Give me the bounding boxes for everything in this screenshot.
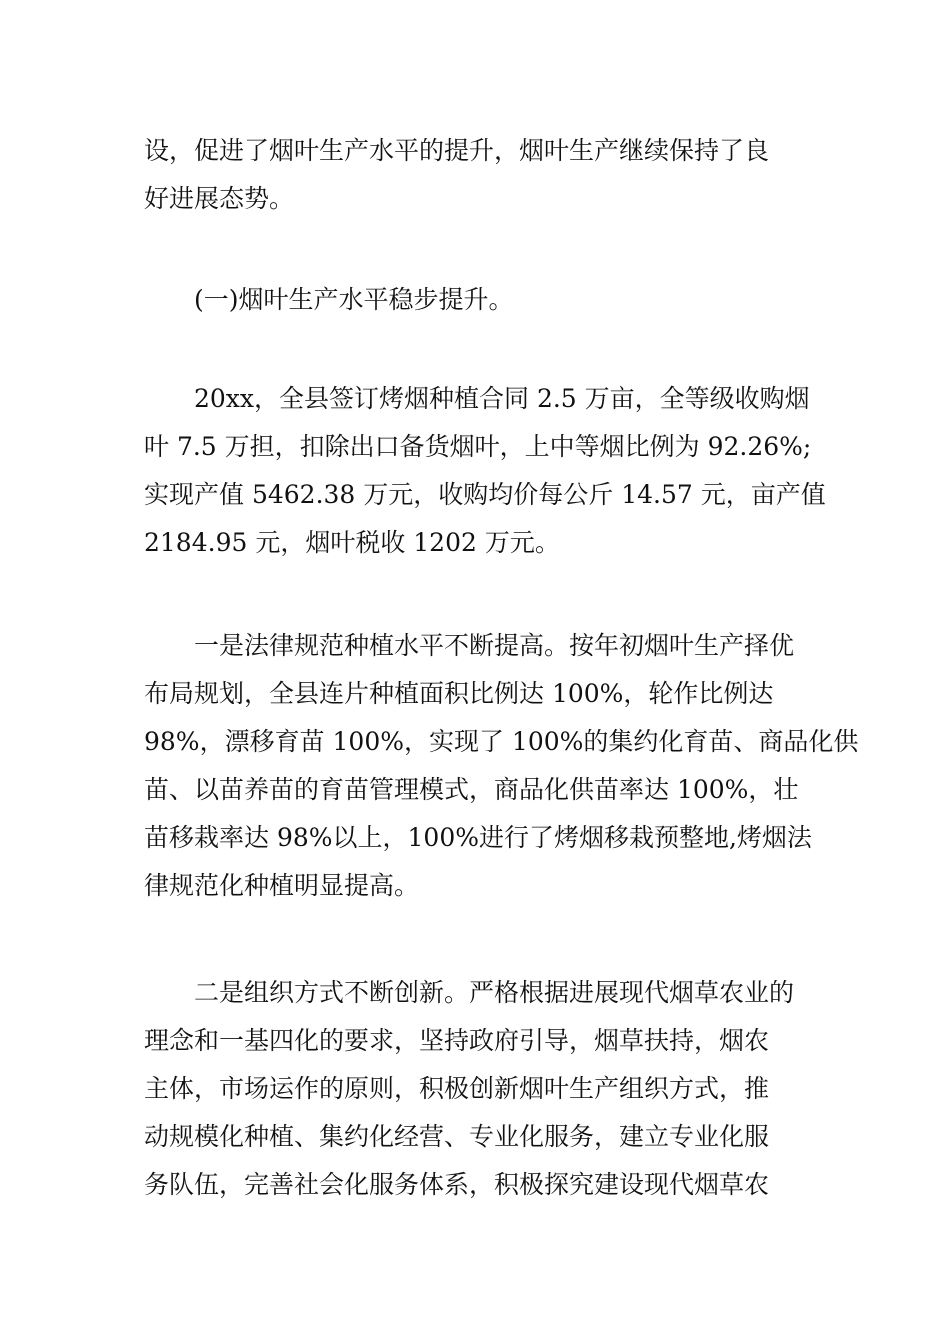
text-line: 律规范化种植明显提高。 bbox=[144, 871, 420, 900]
text-line: 叶 7.5 万担，扣除出口备货烟叶，上中等烟比例为 92.26%; bbox=[144, 432, 812, 461]
text-line: 98%，漂移育苗 100%，实现了 100%的集约化育苗、商品化供 bbox=[144, 727, 859, 756]
section-heading bbox=[144, 276, 808, 324]
text-line: 20xx，全县签订烤烟种植合同 2.5 万亩，全等级收购烟 bbox=[144, 384, 810, 413]
text-line: 主体，市场运作的原则，积极创新烟叶生产组织方式，推 bbox=[144, 1074, 770, 1103]
text-line: 一是法律规范种植水平不断提高。按年初烟叶生产择优 bbox=[144, 631, 795, 660]
text-line: 实现产值 5462.38 万元，收购均价每公斤 14.57 元，亩产值 bbox=[144, 480, 826, 509]
text-line: 务队伍，完善社会化服务体系，积极探究建设现代烟草农 bbox=[144, 1170, 770, 1199]
text-line: 2184.95 元，烟叶税收 1202 万元。 bbox=[144, 528, 560, 557]
text-line: 好进展态势。 bbox=[144, 184, 295, 213]
text-line: 设，促进了烟叶生产水平的提升，烟叶生产继续保持了良 bbox=[144, 136, 770, 165]
text-line: 二是组织方式不断创新。严格根据进展现代烟草农业的 bbox=[144, 978, 795, 1007]
paragraph-statistics bbox=[144, 375, 826, 567]
paragraph-point-one bbox=[144, 622, 859, 910]
text-line: 理念和一基四化的要求，坚持政府引导，烟草扶持，烟农 bbox=[144, 1026, 770, 1055]
text-line: (一)烟叶生产水平稳步提升。 bbox=[144, 285, 514, 314]
text-line: 苗、以苗养苗的育苗管理模式，商品化供苗率达 100%，壮 bbox=[144, 775, 799, 804]
text-line: 布局规划，全县连片种植面积比例达 100%，轮作比例达 bbox=[144, 679, 774, 708]
paragraph-intro-continuation bbox=[144, 127, 808, 223]
text-line: 动规模化种植、集约化经营、专业化服务，建立专业化服 bbox=[144, 1122, 770, 1151]
text-line: 苗移栽率达 98%以上，100%进行了烤烟移栽预整地,烤烟法 bbox=[144, 823, 812, 852]
paragraph-point-two bbox=[144, 969, 808, 1209]
